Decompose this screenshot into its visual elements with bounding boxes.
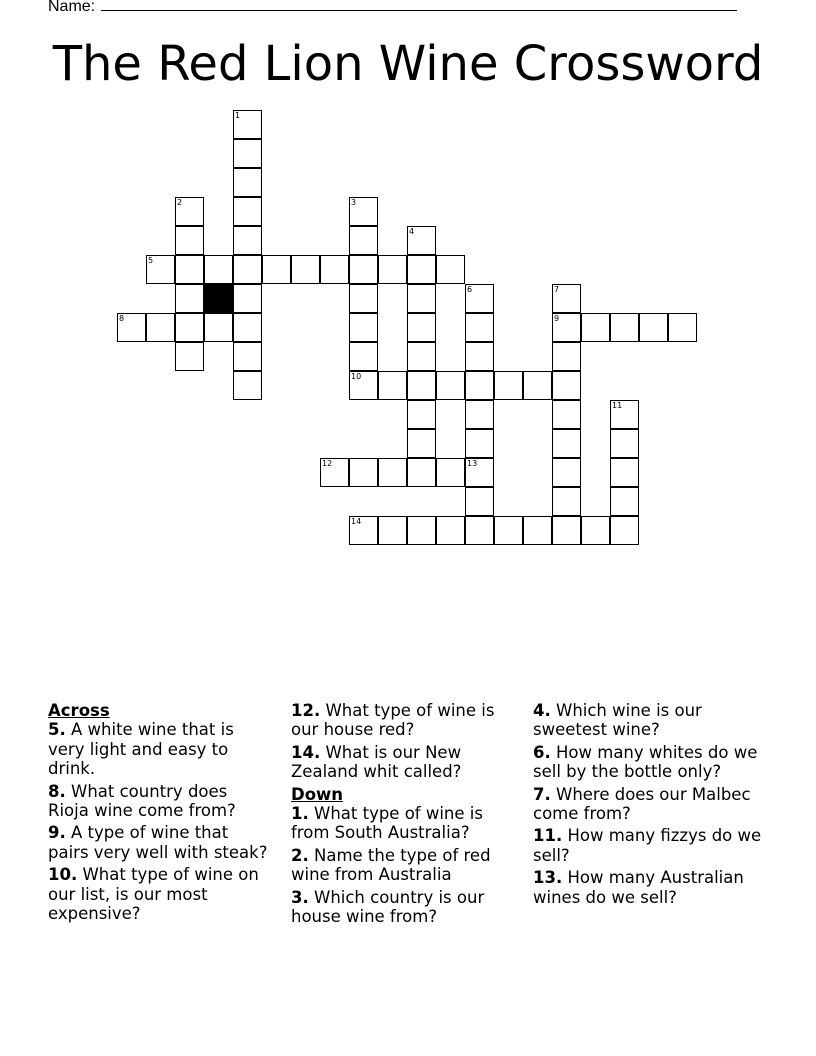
grid-cell[interactable] [436,371,465,400]
cell-number: 1 [235,111,241,120]
grid-cell[interactable] [436,458,465,487]
grid-cell[interactable] [610,487,639,516]
grid-cell[interactable] [175,313,204,342]
cell-number: 11 [612,401,623,410]
grid-cell[interactable] [378,255,407,284]
grid-cell[interactable] [233,284,262,313]
grid-cell[interactable] [465,342,494,371]
grid-cell[interactable] [320,255,349,284]
across-heading: Across [48,701,110,720]
grid-cell[interactable] [349,371,378,400]
grid-cell[interactable] [378,458,407,487]
clue-down-6: 6. How many whites do we sell by the bottle only? [533,742,758,782]
grid-cell[interactable] [610,400,639,429]
name-label: Name: [48,0,96,15]
clues-column-2 [291,701,519,929]
clue-across-9: 9. A type of wine that pairs very well with steak? [48,823,268,862]
grid-cell[interactable] [233,255,262,284]
clue-down-13: 13. How many Australian wines do we sell? [533,868,744,907]
grid-cell[interactable] [436,255,465,284]
clues-column-1 [48,701,268,926]
grid-cell[interactable] [407,284,436,313]
clue-across-12: 12. What type of wine is our house red? [291,701,495,740]
grid-cell[interactable] [465,487,494,516]
clue-down-7: 7. Where does our Malbec come from? [533,784,751,824]
grid-cell[interactable] [407,516,436,545]
clue-across-14: 14. What is our New Zealand whit called? [291,742,462,782]
grid-cell[interactable] [465,429,494,458]
grid-cell[interactable] [175,255,204,284]
grid-cell[interactable] [407,255,436,284]
grid-cell[interactable] [117,313,146,342]
grid-cell[interactable] [552,458,581,487]
grid-cell[interactable] [349,197,378,226]
grid-cell[interactable] [494,516,523,545]
cell-number: 3 [351,198,357,207]
grid-cell[interactable] [523,371,552,400]
cell-number: 13 [467,459,478,468]
grid-cell[interactable] [552,313,581,342]
down-heading: Down [291,784,344,804]
grid-cell[interactable] [610,429,639,458]
grid-cell[interactable] [320,458,349,487]
grid-cell[interactable] [552,429,581,458]
grid-cell[interactable] [233,226,262,255]
grid-cell[interactable] [465,458,494,487]
clue-across-10: 10. What type of wine on our list, is our most expensive? [48,865,259,924]
cell-number: 6 [467,285,473,294]
grid-cell[interactable] [465,371,494,400]
grid-cell[interactable] [465,516,494,545]
grid-cell[interactable] [552,516,581,545]
grid-cell[interactable] [407,342,436,371]
cell-number: 2 [177,198,183,207]
grid-cell[interactable] [349,255,378,284]
grid-cell[interactable] [146,313,175,342]
grid-cell[interactable] [349,516,378,545]
grid-cell[interactable] [465,284,494,313]
grid-cell[interactable] [465,313,494,342]
grid-cell[interactable] [494,371,523,400]
grid-cell[interactable] [175,342,204,371]
grid-block [204,284,233,313]
clue-across-5: 5. A white wine that is very light and easy to drink. [48,720,234,779]
grid-cell[interactable] [204,255,233,284]
cell-number: 4 [409,227,415,236]
grid-cell[interactable] [349,313,378,342]
clues-column-3 [533,701,769,910]
cell-number: 7 [554,285,560,294]
grid-cell[interactable] [233,371,262,400]
clue-down-11: 11. How many fizzys do we sell? [533,826,762,865]
grid-cell[interactable] [523,516,552,545]
grid-cell[interactable] [233,139,262,168]
grid-cell[interactable] [407,226,436,255]
grid-cell[interactable] [407,371,436,400]
grid-cell[interactable] [552,487,581,516]
grid-cell[interactable] [552,371,581,400]
grid-cell[interactable] [349,226,378,255]
grid-cell[interactable] [552,342,581,371]
grid-cell[interactable] [349,342,378,371]
grid-cell[interactable] [378,516,407,545]
grid-cell[interactable] [233,197,262,226]
grid-cell[interactable] [233,342,262,371]
grid-cell[interactable] [407,313,436,342]
grid-cell[interactable] [146,255,175,284]
cell-number: 14 [351,517,362,526]
grid-cell[interactable] [262,255,291,284]
grid-cell[interactable] [291,255,320,284]
grid-cell[interactable] [233,168,262,197]
grid-cell[interactable] [610,516,639,545]
grid-cell[interactable] [610,458,639,487]
grid-cell[interactable] [175,284,204,313]
grid-cell[interactable] [233,110,262,139]
cell-number: 8 [119,314,125,323]
clue-down-1: 1. What type of wine is from South Australia? [291,804,483,843]
cell-number: 9 [554,314,560,323]
grid-cell[interactable] [349,458,378,487]
grid-cell[interactable] [233,313,262,342]
grid-cell[interactable] [175,226,204,255]
grid-cell[interactable] [668,313,697,342]
grid-cell[interactable] [610,313,639,342]
grid-cell[interactable] [581,313,610,342]
page-title: The Red Lion Wine Crossword [52,36,764,92]
clue-down-4: 4. Which wine is our sweetest wine? [533,701,702,740]
grid-cell[interactable] [407,429,436,458]
grid-cell[interactable] [581,516,610,545]
grid-cell[interactable] [175,197,204,226]
grid-cell[interactable] [552,284,581,313]
grid-cell[interactable] [552,400,581,429]
cell-number: 12 [322,459,333,468]
cell-number: 5 [148,256,154,265]
clue-across-8: 8. What country does Rioja wine come from? [48,781,236,821]
grid-cell[interactable] [378,371,407,400]
clue-down-2: 2. Name the type of red wine from Australia [291,845,491,885]
grid-cell[interactable] [204,313,233,342]
clue-down-3: 3. Which country is our house wine from? [291,887,485,927]
grid-cell[interactable] [407,458,436,487]
grid-cell[interactable] [465,400,494,429]
grid-cell[interactable] [407,400,436,429]
grid-cell[interactable] [639,313,668,342]
grid-cell[interactable] [349,284,378,313]
grid-cell[interactable] [436,516,465,545]
cell-number: 10 [351,372,362,381]
